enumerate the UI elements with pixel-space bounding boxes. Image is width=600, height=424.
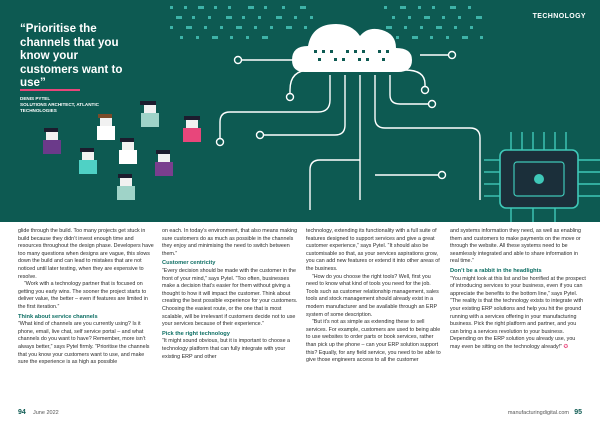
article-column-3	[306, 228, 442, 365]
paragraph: “How do you choose the right tools? Well, first you need to know what kind of tools you need for the job. Tools such as customer relationship management, sales tools and stock management should already exist in a modern manufacturer and be available through an ERP system of some description.	[306, 273, 439, 318]
subheading: Don’t be a rabbit in the headlights	[450, 267, 542, 274]
paragraph: “Work with a technology partner that is focused on getting you early wins. The sooner the project starts to deliver value, the better – even if features are limited in the first iteration.”	[18, 281, 148, 310]
page-footer	[0, 404, 600, 424]
subheading: Customer centricity	[162, 260, 216, 267]
quote-divider	[20, 89, 80, 91]
cloud-icon	[292, 24, 412, 72]
paragraph: “Every decision should be made with the customer in the front of your mind,” says Pytel. “Too often, businesses make a decision that’s easier for them without giving a thought to how it will impact the customer. Think about creating the best possible experience for your customers. Choosing the easiest route, or the one that is most scalable, will be irrelevant if customers decide not to use your services because of their experience.”	[162, 267, 298, 328]
subheading: Think about service channels	[18, 313, 98, 320]
pull-quote: “Prioritise the channels that you know your customers want to use”	[20, 22, 123, 90]
paragraph: glide through the build. Too many projects get stuck in build because they didn’t invest enough time and resources throughout the design phase. Developers have too many questions when designs are vague, this slows down the build and can lead to mistakes that are not noticed until later testing, when they are expensive to resolve.	[18, 228, 154, 280]
person-figure	[97, 114, 115, 140]
person-figure	[79, 148, 97, 174]
issue-date: June 2022	[33, 410, 59, 416]
author-name: DENIS PYTEL	[20, 96, 51, 101]
quote-author	[20, 96, 120, 114]
person-figure	[183, 116, 201, 142]
page-number-right: 95	[574, 409, 582, 416]
person-figure	[117, 174, 135, 200]
section-tag: TECHNOLOGY	[532, 13, 586, 20]
person-figure	[140, 101, 159, 127]
end-mark-icon: ✪	[563, 343, 568, 350]
paragraph: “It might sound obvious, but it is important to choose a technology platform that can fully integrate with your existing ERP and other	[162, 338, 291, 360]
website-link[interactable]: manufacturingdigital.com	[507, 410, 569, 416]
paragraph: on each. In today’s environment, that also means making sure customers do as much as possible in the channels they enjoy and minimising the need to switch between them.”	[162, 228, 298, 257]
paragraph: “But it’s not as simple as extending these to sell services. For example, customers are used to being able to use websites to order parts or book services, rather than pick up the phone – can your ERP solution support this? Equally, for any field service, you need to be able to give those engineers access to all the customer	[306, 319, 441, 364]
article-column-2	[162, 228, 298, 361]
page-number-left: 94	[18, 409, 26, 416]
article-column-1	[18, 228, 154, 367]
article-column-4	[450, 228, 586, 352]
people-figures	[43, 101, 201, 200]
subheading: Pick the right technology	[162, 330, 230, 337]
paragraph: and systems information they need, as well as enabling them and customers to make payments on the move or through the website. All these systems need to be seamlessly integrated and able to share information in real time.”	[450, 228, 581, 265]
paragraph: “What kind of channels are you currently using? Is it phone, email, live chat, self service portal – and what channels do you want to have? Remember, more isn’t always better,” says Pytel firmly. “Prioritise the channels that you know your customers want to use, and make sure the experience is as high as possible	[18, 321, 150, 366]
circuit-chip-icon	[484, 132, 600, 222]
paragraph-text: “You might look at this list and be horrified at the prospect of introducing services to your business, even if you can appreciate the benefits to the bottom line,” says Pytel. “The reality is that the technology exists to integrate with your existing ERP solutions and help you hit the ground running with a services offering in your manufacturing business. Pick the right platform and partner, and you can bring a services revolution to your business. Depending on the ERP solution you already use, you may even be sitting on the technology already!”	[450, 275, 586, 350]
person-figure	[155, 150, 173, 176]
person-figure	[43, 128, 61, 154]
author-title: SOLUTIONS ARCHITECT, ATLANTIC TECHNOLOGIES	[20, 102, 99, 113]
person-figure	[119, 138, 137, 164]
article-body	[0, 228, 600, 404]
paragraph	[450, 276, 586, 352]
paragraph: technology, extending its functionality with a full suite of features designed to support services and give a great customer experience,” says Pytel. “It should also be customisable so that, as your services aspirations grow, you can add new features or extend it into other areas of the business.	[306, 228, 440, 272]
